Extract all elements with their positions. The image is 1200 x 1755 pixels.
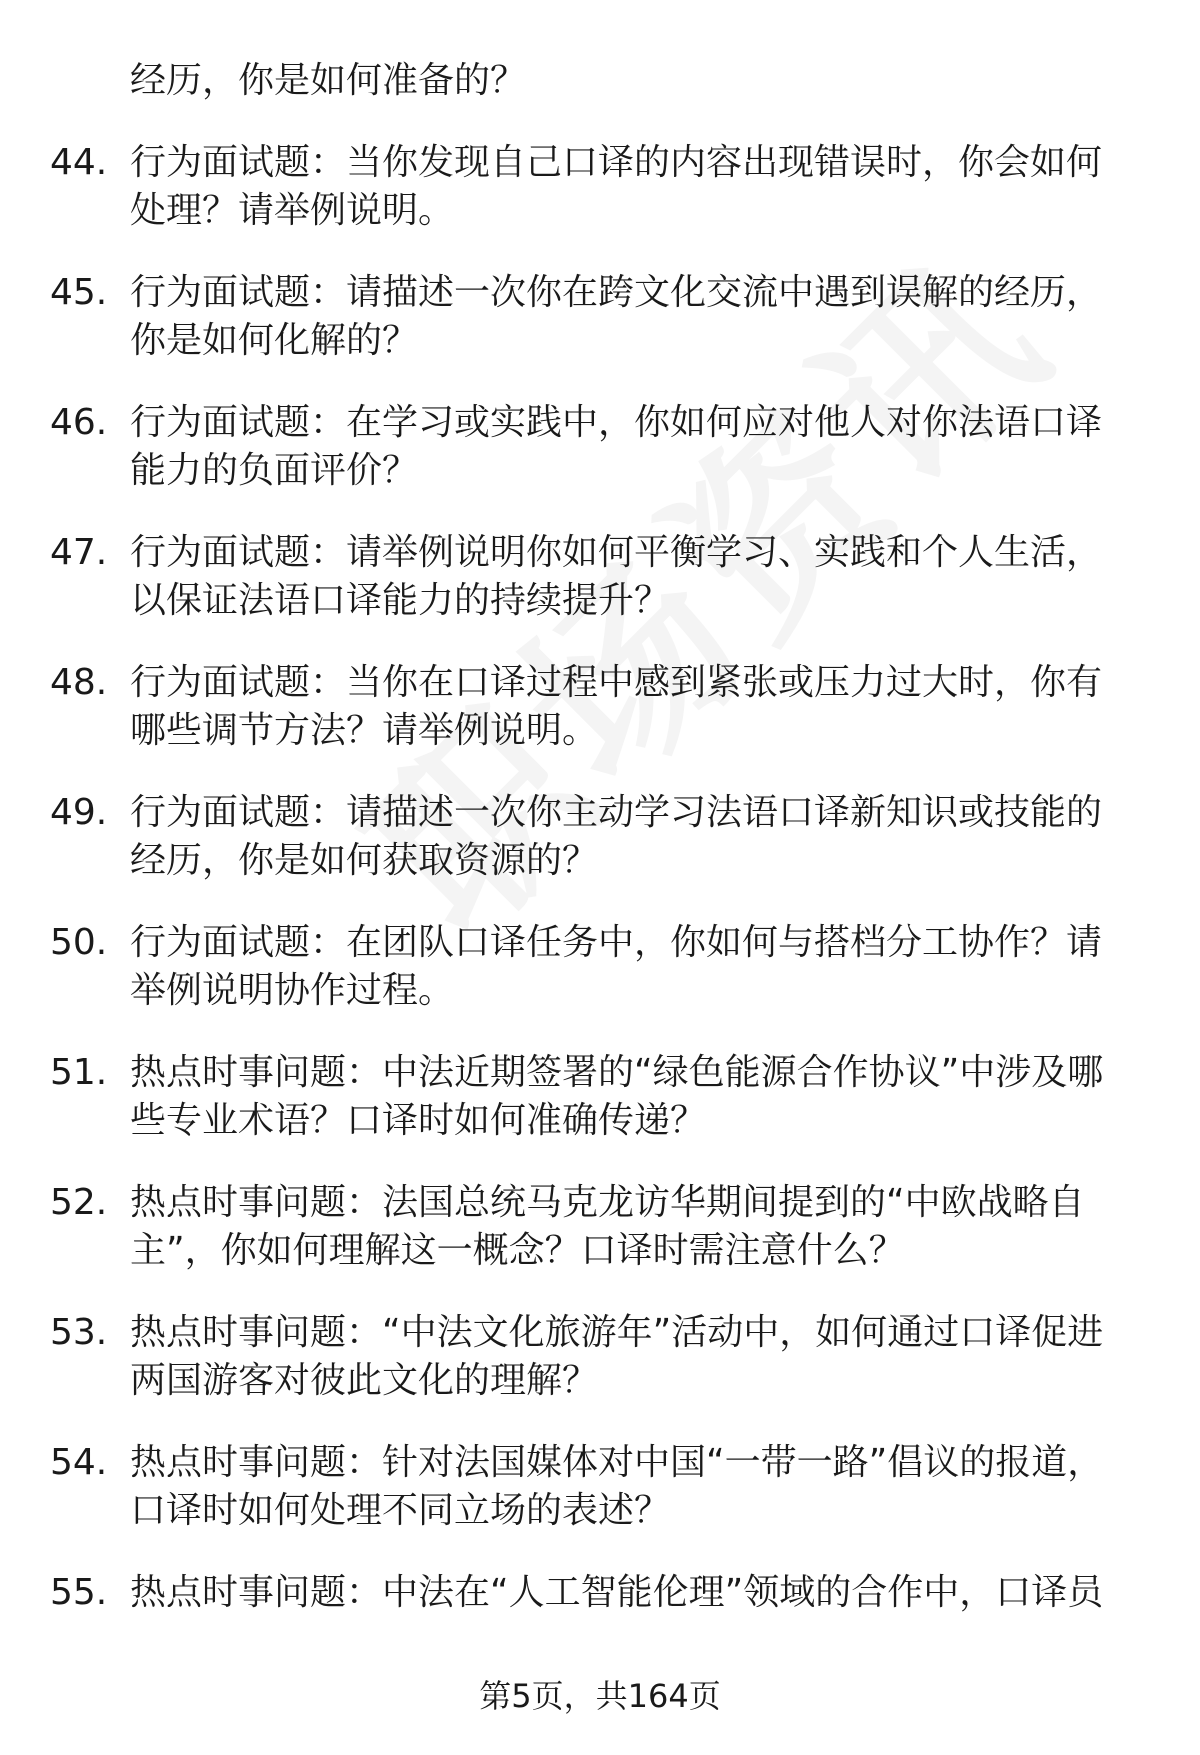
question-list	[50, 57, 1150, 1651]
item-number: 51.	[50, 1052, 108, 1093]
list-item	[50, 1049, 1150, 1145]
item-text: 行为面试题：在学习或实践中，你如何应对他人对你法语口译能力的负面评价？	[130, 402, 1103, 491]
list-item	[50, 1179, 1150, 1275]
item-number: 49.	[50, 792, 108, 833]
item-text: 热点时事问题：中法在“人工智能伦理”领域的合作中，口译员	[130, 1572, 1104, 1613]
item-number: 48.	[50, 662, 108, 703]
item-number: 50.	[50, 922, 108, 963]
item-text: 行为面试题：当你发现自己口译的内容出现错误时，你会如何处理？请举例说明。	[130, 142, 1103, 231]
item-number: 45.	[50, 272, 108, 313]
list-item	[50, 139, 1150, 235]
list-item	[50, 529, 1150, 625]
list-item	[50, 1439, 1150, 1535]
item-text: 行为面试题：请描述一次你在跨文化交流中遇到误解的经历，你是如何化解的？	[130, 272, 1103, 361]
item-number: 44.	[50, 142, 108, 183]
item-text: 热点时事问题：针对法国媒体对中国“一带一路”倡议的报道，口译时如何处理不同立场的表述？	[130, 1442, 1104, 1531]
continued-text: 经历，你是如何准备的？	[130, 60, 527, 101]
list-item	[50, 1309, 1150, 1405]
list-item	[50, 919, 1150, 1015]
item-text: 行为面试题：请举例说明你如何平衡学习、实践和个人生活，以保证法语口译能力的持续提升？	[130, 532, 1103, 621]
item-number: 47.	[50, 532, 108, 573]
list-item	[50, 789, 1150, 885]
list-item	[50, 1569, 1150, 1617]
item-number: 53.	[50, 1312, 108, 1353]
item-number: 54.	[50, 1442, 108, 1483]
item-text: 行为面试题：当你在口译过程中感到紧张或压力过大时，你有哪些调节方法？请举例说明。	[130, 662, 1103, 751]
item-text: 热点时事问题：法国总统马克龙访华期间提到的“中欧战略自主”，你如何理解这一概念？口译时需注意什么？	[130, 1182, 1085, 1271]
page-number: 第5页，共164页	[479, 1677, 721, 1715]
list-item	[50, 269, 1150, 365]
list-item	[50, 399, 1150, 495]
list-item	[50, 659, 1150, 755]
item-text: 行为面试题：请描述一次你主动学习法语口译新知识或技能的经历，你是如何获取资源的？	[130, 792, 1103, 881]
item-text: 热点时事问题：中法近期签署的“绿色能源合作协议”中涉及哪些专业术语？口译时如何准确传递？	[130, 1052, 1104, 1141]
item-number: 46.	[50, 402, 108, 443]
item-number: 55.	[50, 1572, 108, 1613]
item-number: 52.	[50, 1182, 108, 1223]
item-text: 行为面试题：在团队口译任务中，你如何与搭档分工协作？请举例说明协作过程。	[130, 922, 1103, 1011]
item-text: 热点时事问题：“中法文化旅游年”活动中，如何通过口译促进两国游客对彼此文化的理解？	[130, 1312, 1104, 1401]
